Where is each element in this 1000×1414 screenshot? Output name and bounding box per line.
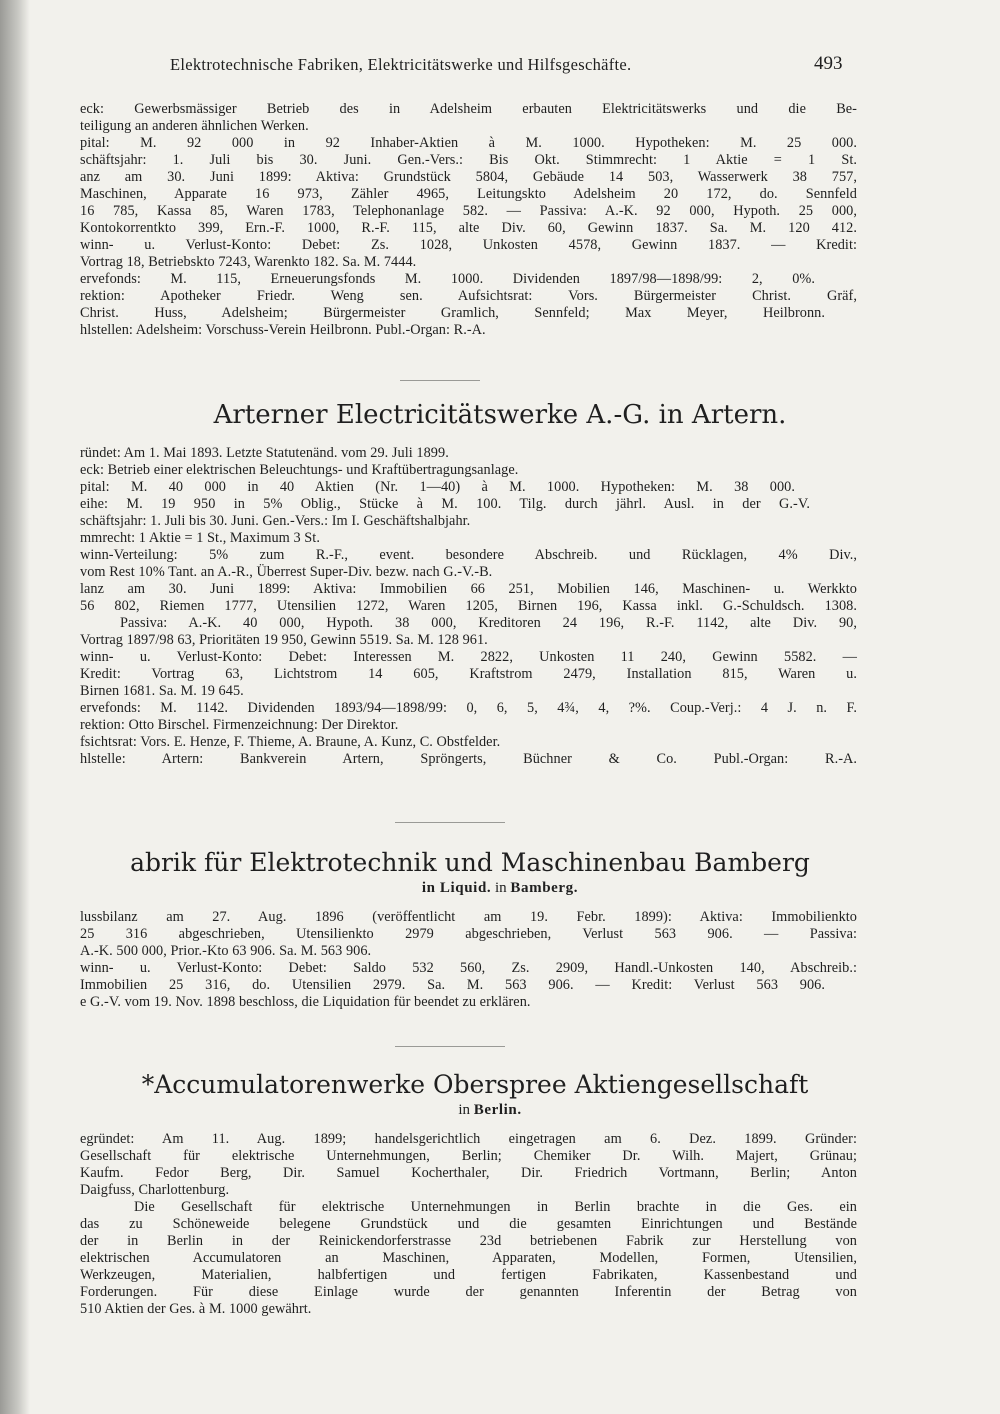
text-line: Vortrag 1897/98 63, Prioritäten 19 950, Gewinn 5519. Sa. M. 128 961. <box>80 632 488 648</box>
text-line: Kredit: Vortrag 63, Lichtstrom 14 605, Kraftstrom 2479, Installation 815, Waren u. <box>80 666 857 682</box>
running-title: Elektrotechnische Fabriken, Elektricitätswerke und Hilfsgeschäfte. <box>170 55 632 74</box>
company-subtitle-oberspree <box>0 1102 990 1119</box>
text-line: Maschinen, Apparate 16 973, Zähler 4965, Leitungskto Adelsheim 20 172, do. Sennfeld <box>80 186 857 202</box>
text-line: winn- u. Verlust-Konto: Debet: Saldo 532 560, Zs. 2909, Handl.-Unkosten 140, Abschreib.: <box>80 960 857 976</box>
text-line: eck: Betrieb einer elektrischen Beleuchtungs- und Kraftübertragungsanlage. <box>80 462 519 478</box>
text-line: hlstellen: Adelsheim: Vorschuss-Verein Heilbronn. Publ.-Organ: R.-A. <box>80 322 486 338</box>
text-line: Vortrag 18, Betriebskto 7243, Warenkto 182. Sa. M. 7444. <box>80 254 417 270</box>
text-line: Forderungen. Für diese Einlage wurde der genannten Inferentin der Betrag von <box>80 1284 857 1300</box>
text-line: lanz am 30. Juni 1899: Aktiva: Immobilien 66 251, Mobilien 146, Maschinen- u. Werkkto <box>80 581 857 597</box>
text-line: Immobilien 25 316, do. Utensilien 2979. Sa. M. 563 906. — Kredit: Verlust 563 906. <box>80 977 825 993</box>
page-binding-edge <box>0 0 30 1414</box>
text-line: 16 785, Kassa 85, Waren 1783, Telephonanlage 582. — Passiva: A.-K. 92 000, Hypoth. 25 000, <box>80 203 857 219</box>
company-title-bamberg: abrik für Elektrotechnik und Maschinenbau Bamberg <box>130 848 810 877</box>
company-title-oberspree: *Accumulatorenwerke Oberspree Aktiengesellschaft <box>141 1070 809 1099</box>
text-line: Daigfuss, Charlottenburg. <box>80 1182 230 1198</box>
text-line: Die Gesellschaft für elektrische Unternehmungen in Berlin brachte in die Ges. ein <box>134 1199 857 1215</box>
text-line: 56 802, Riemen 1777, Utensilien 1272, Waren 1205, Birnen 196, Kassa inkl. G.-Schuldsch. 1308. <box>80 598 857 614</box>
text-line: Passiva: A.-K. 40 000, Hypoth. 38 000, Kreditoren 24 196, R.-F. 1142, alte Div. 90, <box>120 615 857 631</box>
text-line: rektion: Apotheker Friedr. Weng sen. Aufsichtsrat: Vors. Bürgermeister Christ. Gräf, <box>80 288 857 304</box>
liquidation-label: in Liquid. <box>421 880 492 896</box>
page-header <box>0 55 1000 85</box>
text-line: Werkzeugen, Materialien, halbfertigen und fertigen Fabrikaten, Kassenbestand und <box>80 1267 857 1283</box>
text-line: lussbilanz am 27. Aug. 1896 (veröffentlicht am 19. Febr. 1899): Aktiva: Immobilienkto <box>80 909 857 925</box>
text-line: ervefonds: M. 1142. Dividenden 1893/94—1898/99: 0, 6, 5, 4¾, 4, ?%. Coup.-Verj.: 4 J. n. F. <box>80 700 857 716</box>
text-line: mmrecht: 1 Aktie = 1 St., Maximum 3 St. <box>80 530 320 546</box>
section-divider <box>395 1046 505 1047</box>
text-line: teiligung an anderen ähnlichen Werken. <box>80 118 309 134</box>
text-line: Kaufm. Fedor Berg, Dir. Samuel Kocherthaler, Dir. Friedrich Vortmann, Berlin; Anton <box>80 1165 857 1181</box>
text-line: schäftsjahr: 1. Juli bis 30. Juni. Gen.-Vers.: Bis Okt. Stimmrecht: 1 Aktie = 1 St. <box>80 152 857 168</box>
subtitle-in: in <box>491 880 511 896</box>
text-line: das zu Schöneweide belegene Grundstück und die gesamten Einrichtungen und Bestände <box>80 1216 857 1232</box>
text-line: winn- u. Verlust-Konto: Debet: Interessen M. 2822, Unkosten 11 240, Gewinn 5582. — <box>80 649 857 665</box>
location-label: Bamberg. <box>510 880 579 896</box>
text-line: ervefonds: M. 115, Erneuerungsfonds M. 1000. Dividenden 1897/98—1898/99: 2, 0%. <box>80 271 815 287</box>
text-line: der in Berlin in der Reinickendorferstrasse 23d betriebenen Fabrik zur Herstellung von <box>80 1233 857 1249</box>
section-divider <box>395 822 505 823</box>
location-label: Berlin. <box>473 1102 522 1118</box>
text-line: eck: Gewerbsmässiger Betrieb des in Adelsheim erbauten Elektricitätswerks und die Be- <box>80 101 857 117</box>
text-line: winn- u. Verlust-Konto: Debet: Zs. 1028, Unkosten 4578, Gewinn 1837. — Kredit: <box>80 237 857 253</box>
text-line: hlstelle: Artern: Bankverein Artern, Spröngerts, Büchner & Co. Publ.-Organ: R.-A. <box>80 751 857 767</box>
text-line: vom Rest 10% Tant. an A.-R., Überrest Super-Div. bezw. nach G.-V.-B. <box>80 564 493 580</box>
text-line: eihe: M. 19 950 in 5% Oblig., Stücke à M. 100. Tilg. durch jährl. Ausl. in der G.-V. <box>80 496 810 512</box>
text-line: Birnen 1681. Sa. M. 19 645. <box>80 683 244 699</box>
subtitle-in: in <box>458 1102 474 1118</box>
text-line: anz am 30. Juni 1899: Aktiva: Grundstück 5804, Gebäude 14 503, Wasserwerk 38 757, <box>80 169 857 185</box>
text-line: 25 316 abgeschrieben, Utensilienkto 2979 abgeschrieben, Verlust 563 906. — Passiva: <box>80 926 857 942</box>
text-line: elektrischen Accumulatoren an Maschinen, Apparaten, Modellen, Formen, Utensilien, <box>80 1250 857 1266</box>
text-line: pital: M. 40 000 in 40 Aktien (Nr. 1—40) à M. 1000. Hypotheken: M. 38 000. <box>80 479 795 495</box>
text-line: A.-K. 500 000, Prior.-Kto 63 906. Sa. M. 563 906. <box>80 943 372 959</box>
text-line: ründet: Am 1. Mai 1893. Letzte Statutenänd. vom 29. Juli 1899. <box>80 445 449 461</box>
text-line: winn-Verteilung: 5% zum R.-F., event. besondere Abschreib. und Rücklagen, 4% Div., <box>80 547 857 563</box>
text-line: schäftsjahr: 1. Juli bis 30. Juni. Gen.-Vers.: Im I. Geschäftshalbjahr. <box>80 513 471 529</box>
text-line: rektion: Otto Birschel. Firmenzeichnung: Der Direktor. <box>80 717 399 733</box>
company-title-artern: Arterner Electricitätswerke A.-G. in Artern. <box>213 400 787 430</box>
text-line: Christ. Huss, Adelsheim; Bürgermeister Gramlich, Sennfeld; Max Meyer, Heilbronn. <box>80 305 825 321</box>
text-line: 510 Aktien der Ges. à M. 1000 gewährt. <box>80 1301 312 1317</box>
text-line: e G.-V. vom 19. Nov. 1898 beschloss, die Liquidation für beendet zu erklären. <box>80 994 531 1010</box>
text-line: pital: M. 92 000 in 92 Inhaber-Aktien à M. 1000. Hypotheken: M. 25 000. <box>80 135 857 151</box>
text-line: fsichtsrat: Vors. E. Henze, F. Thieme, A. Braune, A. Kunz, C. Obstfelder. <box>80 734 501 750</box>
company-subtitle-bamberg <box>0 880 1000 897</box>
page-number: 493 <box>814 53 843 74</box>
text-line: Gesellschaft für elektrische Unternehmungen, Berlin; Chemiker Dr. Wilh. Majert, Grünau; <box>80 1148 857 1164</box>
text-line: egründet: Am 11. Aug. 1899; handelsgerichtlich eingetragen am 6. Dez. 1899. Gründer: <box>80 1131 857 1147</box>
section-divider <box>400 380 480 381</box>
text-line: Kontokorrentkto 399, Ern.-F. 1000, R.-F. 115, alte Div. 60, Gewinn 1837. Sa. M. 120 412. <box>80 220 857 236</box>
